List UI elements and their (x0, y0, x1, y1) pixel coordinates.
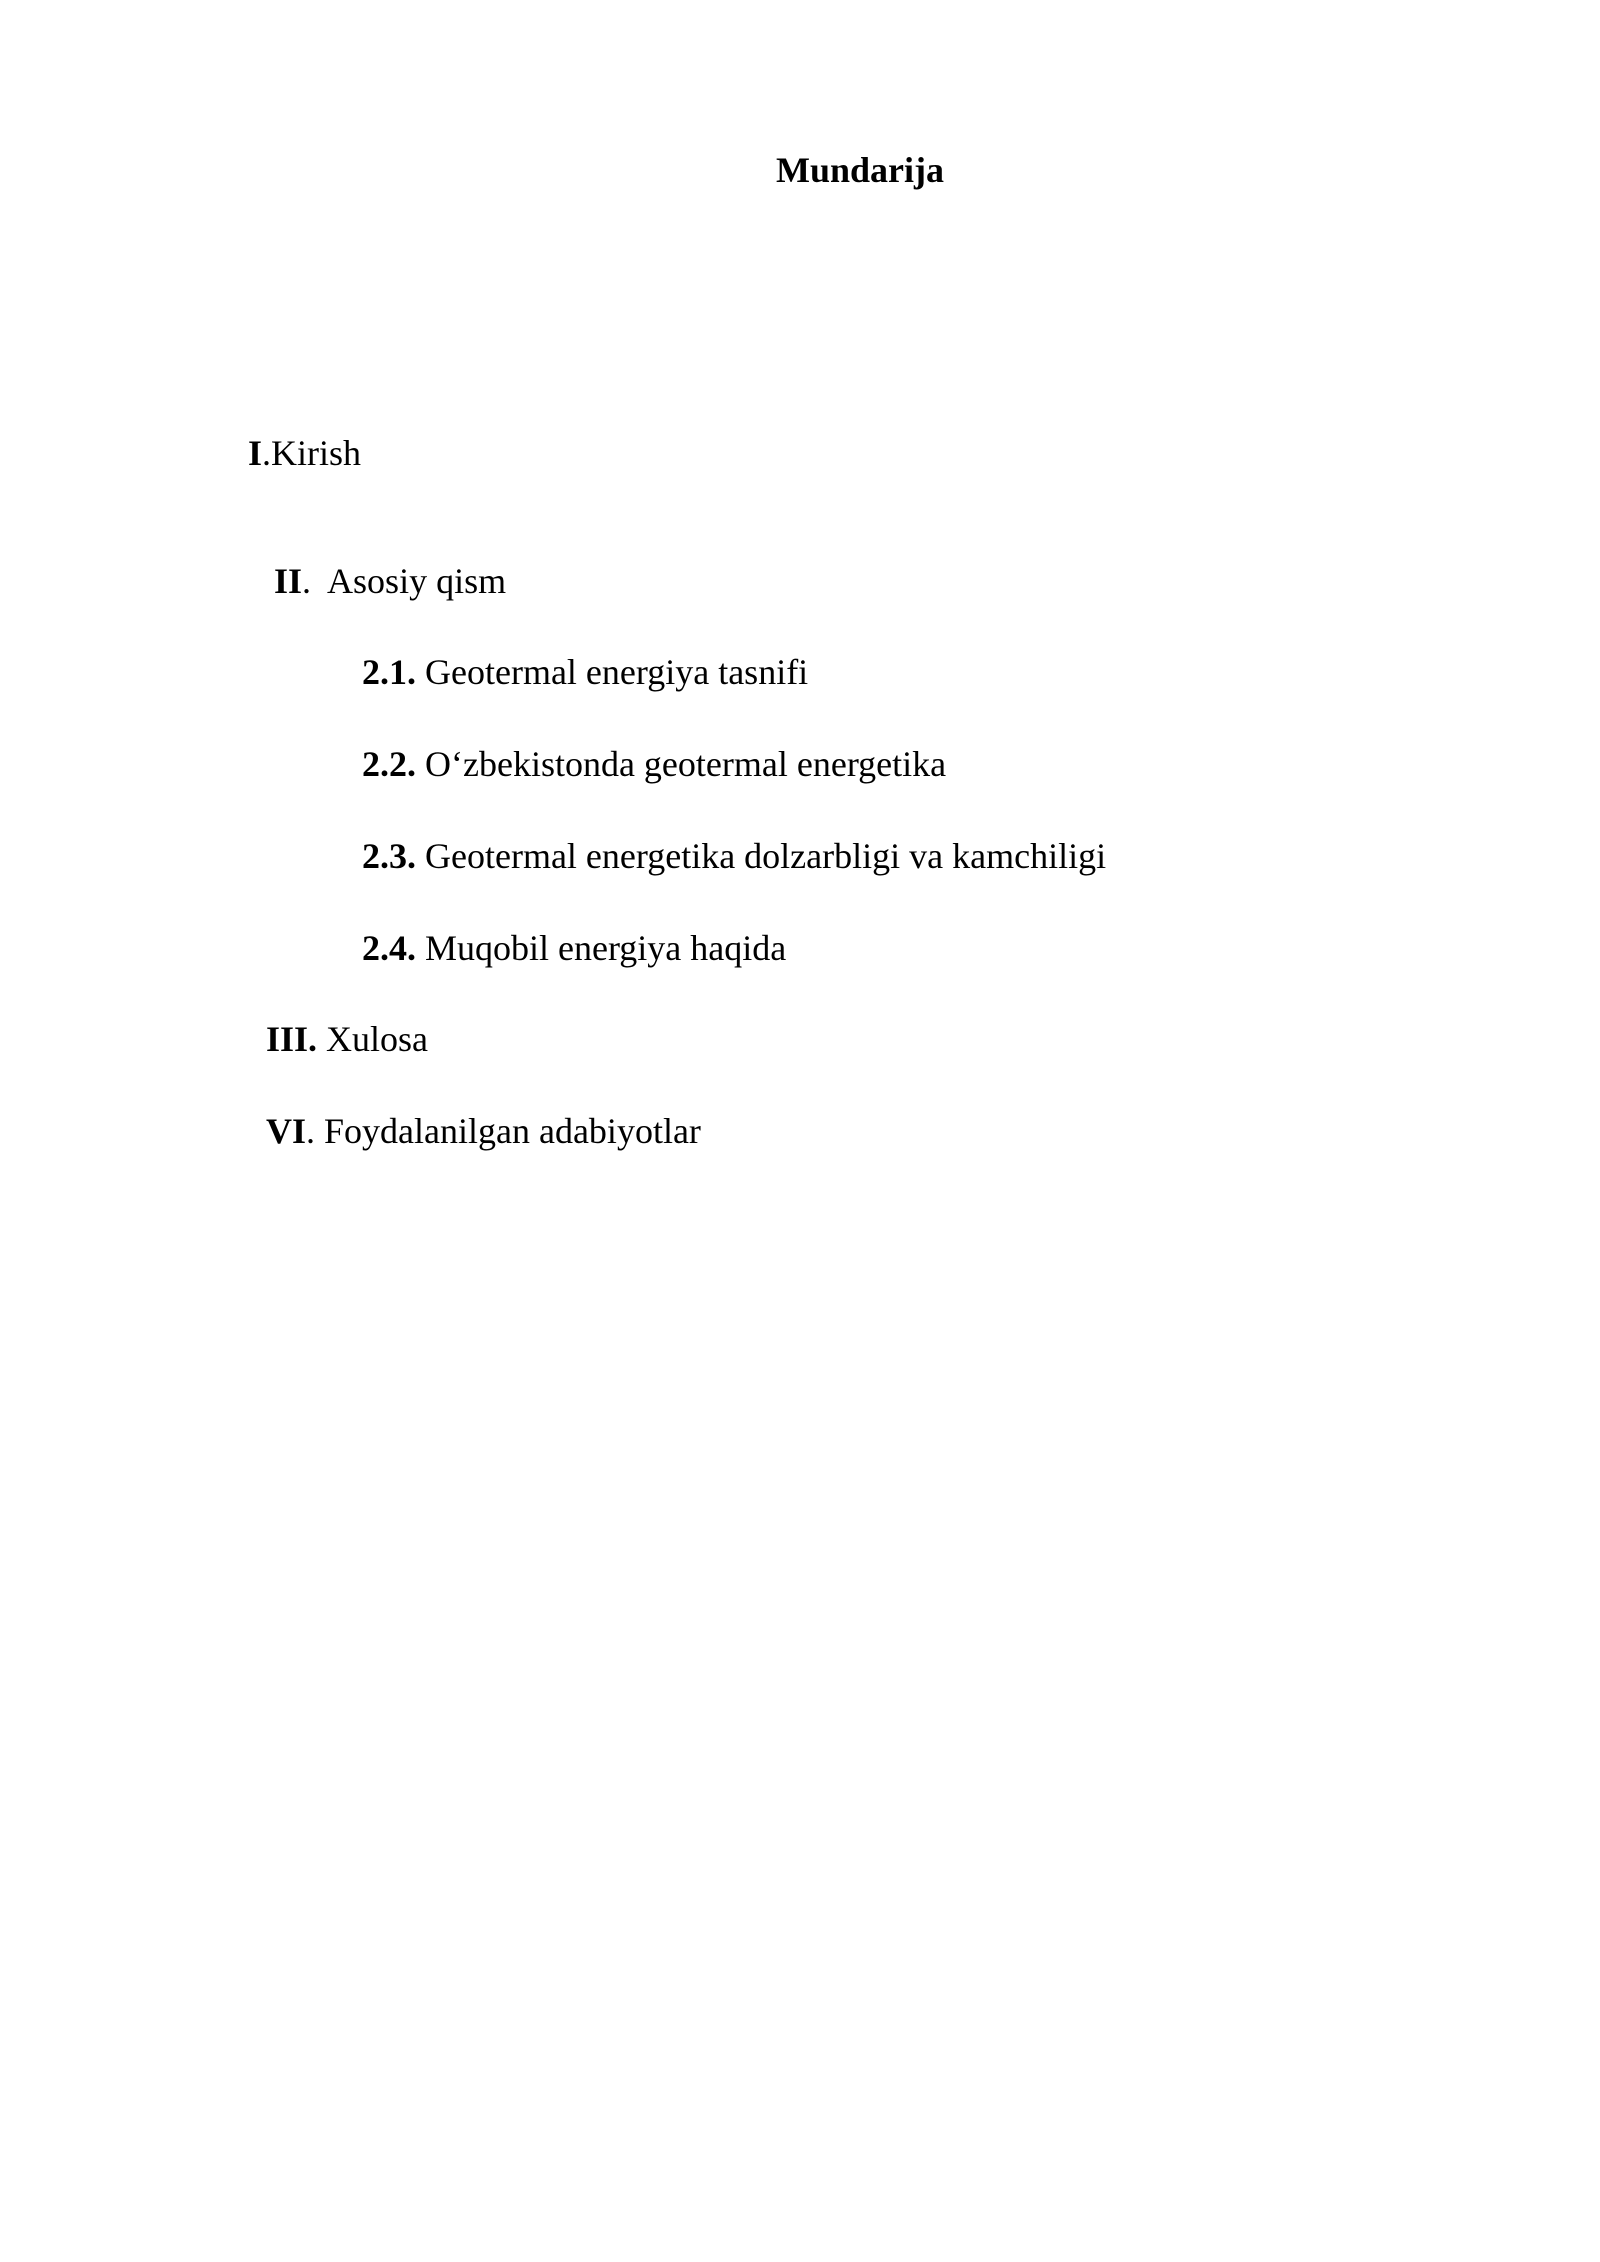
toc-number: VI (266, 1111, 307, 1151)
toc-text: Geotermal energetika dolzarbligi va kamchiligi (425, 836, 1107, 876)
toc-text: Foydalanilgan adabiyotlar (324, 1111, 701, 1151)
toc-text: Xulosa (326, 1019, 429, 1059)
toc-separator (317, 1019, 326, 1059)
toc-number: 2.4. (362, 928, 416, 968)
page-title: Mundarija (776, 150, 945, 190)
toc-separator (416, 652, 425, 692)
toc-number: III. (266, 1019, 318, 1059)
toc-item-adabiyotlar (230, 1077, 701, 1185)
toc-text: Geotermal energiya tasnifi (425, 652, 809, 692)
toc-separator (416, 744, 425, 784)
toc-separator: . (262, 433, 272, 473)
toc-number: 2.2. (362, 744, 416, 784)
toc-item-kirish (248, 435, 361, 471)
toc-text: Asosiy qism (327, 561, 507, 601)
toc-number: I (248, 433, 263, 473)
toc-separator: . (306, 1111, 325, 1151)
toc-text: O‘zbekistonda geotermal energetika (425, 744, 947, 784)
toc-number: 2.3. (362, 836, 416, 876)
toc-separator (416, 928, 425, 968)
toc-separator (416, 836, 425, 876)
toc-separator: . (302, 561, 328, 601)
toc-text: Kirish (271, 433, 362, 473)
toc-number: 2.1. (362, 652, 416, 692)
toc-number: II (274, 561, 303, 601)
toc-text: Muqobil energiya haqida (425, 928, 787, 968)
